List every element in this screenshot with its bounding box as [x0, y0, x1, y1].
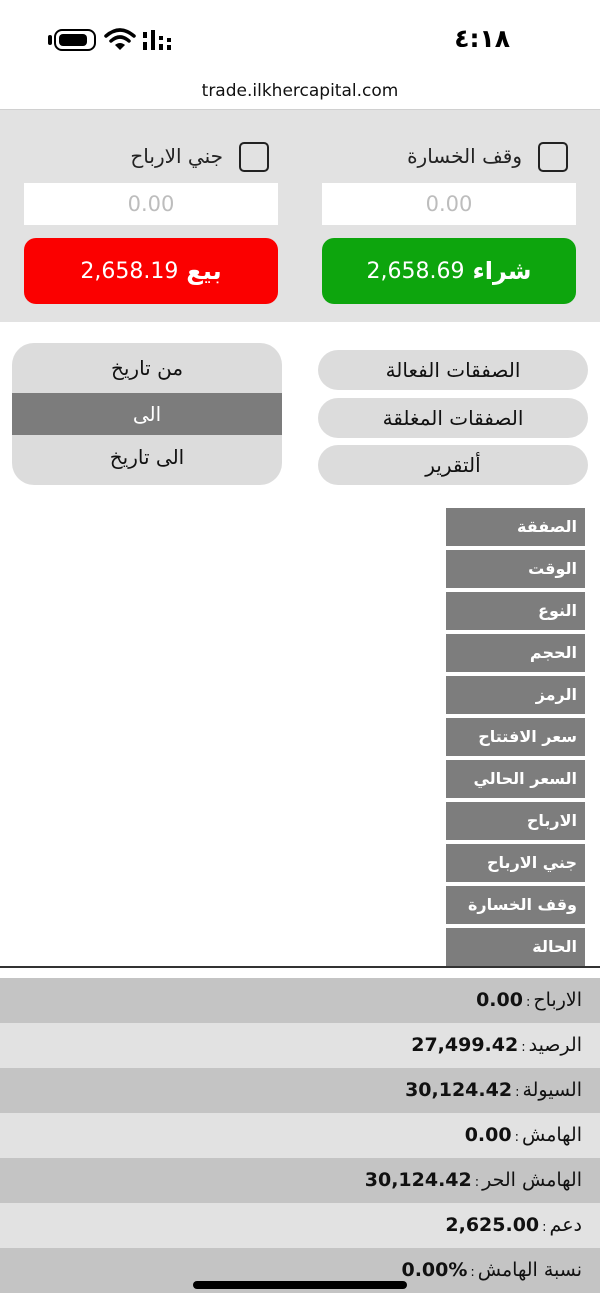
buy-button[interactable] — [322, 238, 576, 304]
column-header-stop-loss: وقف الخسارة — [446, 886, 585, 924]
summary-value: 0.00% — [401, 1259, 468, 1281]
summary-balance: الرصيد:27,499.42 — [0, 1023, 600, 1068]
summary-value: 27,499.42 — [411, 1034, 519, 1056]
summary-label: الهامش الحر — [482, 1169, 582, 1191]
summary-value: 30,124.42 — [405, 1079, 513, 1101]
column-header-status: الحالة — [446, 928, 585, 966]
stop-loss-input[interactable]: 0.00 — [322, 183, 576, 225]
battery-tip — [48, 35, 52, 45]
summary-equity: السيولة:30,124.42 — [0, 1068, 600, 1113]
status-time: ٤:١٨ — [454, 24, 510, 53]
summary-label: نسبة الهامش — [477, 1259, 582, 1281]
status-bar — [0, 0, 600, 74]
wifi-icon — [104, 27, 136, 51]
column-header-profit: الارباح — [446, 802, 585, 840]
summary-value: 2,625.00 — [445, 1214, 540, 1236]
summary-label: الارباح — [533, 989, 582, 1011]
summary-label: دعم — [549, 1214, 582, 1236]
divider — [0, 966, 600, 968]
battery-icon — [54, 29, 96, 51]
summary-label: السيولة — [522, 1079, 582, 1101]
summary-label: الرصيد — [528, 1034, 582, 1056]
summary-margin-level: نسبة الهامش:0.00% — [0, 1248, 600, 1293]
sell-label: بيع — [186, 257, 222, 285]
summary-label: الهامش — [521, 1124, 582, 1146]
column-header-current-price: السعر الحالي — [446, 760, 585, 798]
summary-free-margin: الهامش الحر:30,124.42 — [0, 1158, 600, 1203]
column-header-time: الوقت — [446, 550, 585, 588]
summary-margin: الهامش:0.00 — [0, 1113, 600, 1158]
summary-support: دعم:2,625.00 — [0, 1203, 600, 1248]
to-date-field[interactable]: الى تاريخ — [109, 445, 185, 469]
tab-active-trades[interactable]: الصفقات الفعالة — [318, 350, 588, 390]
stop-loss-checkbox[interactable] — [538, 142, 568, 172]
from-date-field[interactable]: من تاريخ — [110, 356, 184, 380]
take-profit-checkbox[interactable] — [239, 142, 269, 172]
stop-loss-label: وقف الخسارة — [407, 144, 522, 168]
signal-icon — [143, 30, 175, 50]
column-header-type: النوع — [446, 592, 585, 630]
order-panel — [0, 110, 600, 322]
home-indicator[interactable] — [193, 1281, 407, 1289]
column-header-take-profit: جني الارباح — [446, 844, 585, 882]
tab-report[interactable]: ألتقرير — [318, 445, 588, 485]
summary-value: 30,124.42 — [364, 1169, 472, 1191]
buy-price: 2,658.69 — [366, 258, 465, 284]
column-header-volume: الحجم — [446, 634, 585, 672]
date-filter — [12, 343, 282, 485]
tab-closed-trades[interactable]: الصفقات المغلقة — [318, 398, 588, 438]
url-bar[interactable]: trade.ilkhercapital.com — [0, 74, 600, 110]
summary-profit: الارباح:0.00 — [0, 978, 600, 1023]
column-header-open-price: سعر الافتتاح — [446, 718, 585, 756]
summary-value: 0.00 — [476, 989, 523, 1011]
column-header-trade: الصفقة — [446, 508, 585, 546]
column-header-symbol: الرمز — [446, 676, 585, 714]
to-label: الى — [12, 393, 282, 435]
buy-label: شراء — [472, 257, 532, 285]
summary-value: 0.00 — [464, 1124, 512, 1146]
sell-button[interactable] — [24, 238, 278, 304]
take-profit-input[interactable]: 0.00 — [24, 183, 278, 225]
sell-price: 2,658.19 — [80, 258, 179, 284]
take-profit-label: جني الارباح — [130, 144, 223, 168]
